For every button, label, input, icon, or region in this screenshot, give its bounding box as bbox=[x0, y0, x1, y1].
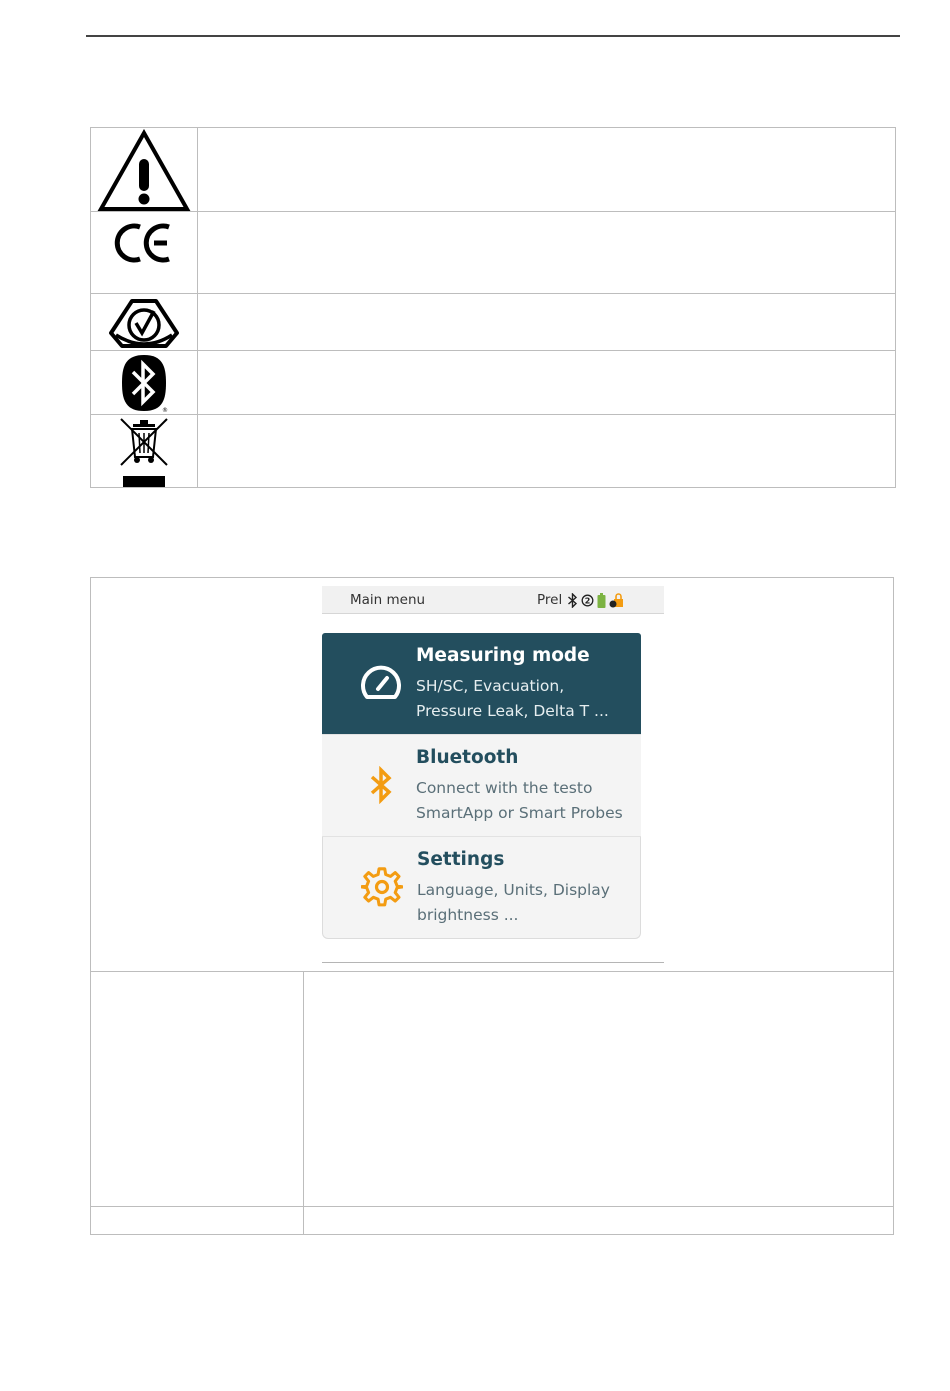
symbol-description bbox=[198, 415, 895, 487]
main-menu bbox=[322, 633, 641, 939]
probe-icon bbox=[581, 594, 594, 607]
menu-item-subtitle-line: Language, Units, Display bbox=[417, 881, 610, 899]
menu-item-subtitle-line: SH/SC, Evacuation, bbox=[416, 677, 565, 695]
battery-icon bbox=[597, 593, 606, 608]
screen-bottom-line bbox=[322, 962, 664, 963]
menu-item-subtitle-line: brightness ... bbox=[417, 905, 519, 924]
status-bar bbox=[322, 586, 664, 614]
weee-bin-icon bbox=[91, 415, 198, 487]
table-cell bbox=[91, 972, 304, 1207]
header-rule bbox=[86, 35, 900, 37]
screenshot-cell bbox=[91, 578, 893, 972]
svg-text:®: ® bbox=[162, 406, 168, 413]
gauge-icon bbox=[358, 663, 404, 703]
svg-text:2: 2 bbox=[584, 596, 591, 605]
lock-icon bbox=[609, 593, 624, 608]
menu-item-bluetooth[interactable] bbox=[322, 735, 641, 837]
table-cell bbox=[304, 1207, 893, 1234]
ce-mark-icon bbox=[91, 212, 198, 293]
symbol-row-bluetooth bbox=[91, 351, 895, 415]
rcm-mark-icon bbox=[91, 294, 198, 350]
symbol-description bbox=[198, 212, 895, 293]
menu-item-subtitle bbox=[416, 674, 638, 723]
status-title: Main menu bbox=[350, 592, 426, 608]
menu-item-title: Settings bbox=[417, 849, 505, 870]
bluetooth-icon bbox=[567, 593, 578, 608]
table-cell bbox=[91, 1207, 304, 1234]
menu-item-measuring-mode[interactable] bbox=[322, 633, 641, 735]
symbol-row-warning bbox=[91, 128, 895, 212]
symbol-description bbox=[198, 351, 895, 414]
symbol-row-rcm bbox=[91, 294, 895, 351]
warning-triangle-icon bbox=[91, 128, 198, 211]
menu-item-subtitle bbox=[417, 878, 639, 927]
symbol-row-ce bbox=[91, 212, 895, 294]
menu-item-subtitle-line: SmartApp or Smart Probes bbox=[416, 803, 623, 822]
symbol-description bbox=[198, 128, 895, 211]
menu-item-subtitle-line: Connect with the testo bbox=[416, 779, 593, 797]
menu-item-subtitle bbox=[416, 776, 638, 825]
menu-item-title: Measuring mode bbox=[416, 645, 590, 666]
menu-item-subtitle-line: Pressure Leak, Delta T ... bbox=[416, 701, 609, 720]
symbol-description bbox=[198, 294, 895, 350]
menu-item-title: Bluetooth bbox=[416, 747, 519, 768]
table-cell bbox=[304, 972, 893, 1207]
gear-icon bbox=[359, 867, 405, 907]
main-menu-table bbox=[90, 577, 894, 1235]
device-screen bbox=[322, 586, 664, 964]
symbol-row-weee bbox=[91, 415, 895, 487]
status-icons bbox=[567, 592, 624, 608]
bluetooth-logo-icon bbox=[91, 351, 198, 414]
bluetooth-icon bbox=[358, 765, 404, 805]
menu-item-settings[interactable] bbox=[322, 837, 641, 939]
status-mode: Prel bbox=[537, 592, 563, 608]
symbols-table bbox=[90, 127, 896, 488]
